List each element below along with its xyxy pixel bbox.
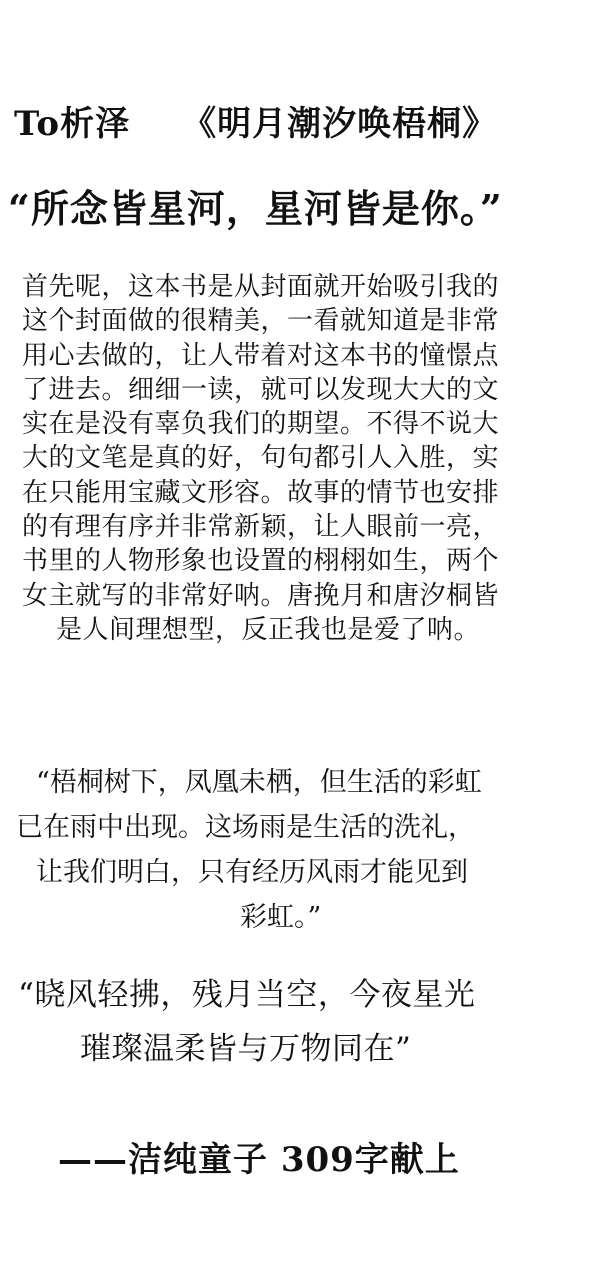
quote-line: “晓风轻拂，残月当空，今夜星光 [18, 977, 476, 1013]
headline-quote: “所念皆星河，星河皆是你。” [8, 186, 503, 231]
quote-line: 已在雨中出现。这场雨是生活的洗礼， [16, 812, 475, 843]
review-body [22, 270, 602, 647]
review-line: 书里的人物形象也设置的栩栩如生，两个 [22, 546, 500, 577]
title-row [14, 92, 609, 148]
review-line: 首先呢，这本书是从封面就开始吸引我的 [22, 272, 500, 302]
review-line: 大的文笔是真的好，句句都引人入胜，实 [22, 443, 500, 474]
quote-line: “梧桐树下，凤凰未栖，但生活的彩虹 [36, 767, 482, 798]
review-line: 用心去做的，让人带着对这本书的憧憬点 [22, 340, 500, 371]
review-line: 女主就写的非常好呐。唐挽月和唐汐桐皆 [22, 580, 500, 611]
signature: ——洁纯童子 309字献上 [58, 1140, 460, 1180]
review-line: 了进去。细细一读，就可以发现大大的文 [22, 374, 500, 405]
review-line: 在只能用宝藏文形容。故事的情节也安排 [22, 477, 500, 508]
recipient-line: To析泽 [14, 103, 131, 144]
review-line: 这个封面做的很精美，一看就知道是非常 [22, 306, 500, 337]
review-line: 实在是没有辜负我们的期望。不得不说大 [22, 409, 500, 440]
review-line: 的有理有序并非常新颖，让人眼前一亮， [22, 512, 500, 543]
quote-line: 让我们明白，只有经历风雨才能见到 [36, 857, 468, 888]
review-line: 是人间理想型，反正我也是爱了呐。 [56, 614, 481, 645]
book-title: 《明月潮汐唤梧桐》 [182, 103, 498, 144]
quote-block-2 [18, 968, 608, 1076]
quote-block-1 [16, 760, 606, 940]
quote-line: 彩虹。” [240, 902, 322, 933]
quote-line: 璀璨温柔皆与万物同在” [80, 1031, 412, 1067]
